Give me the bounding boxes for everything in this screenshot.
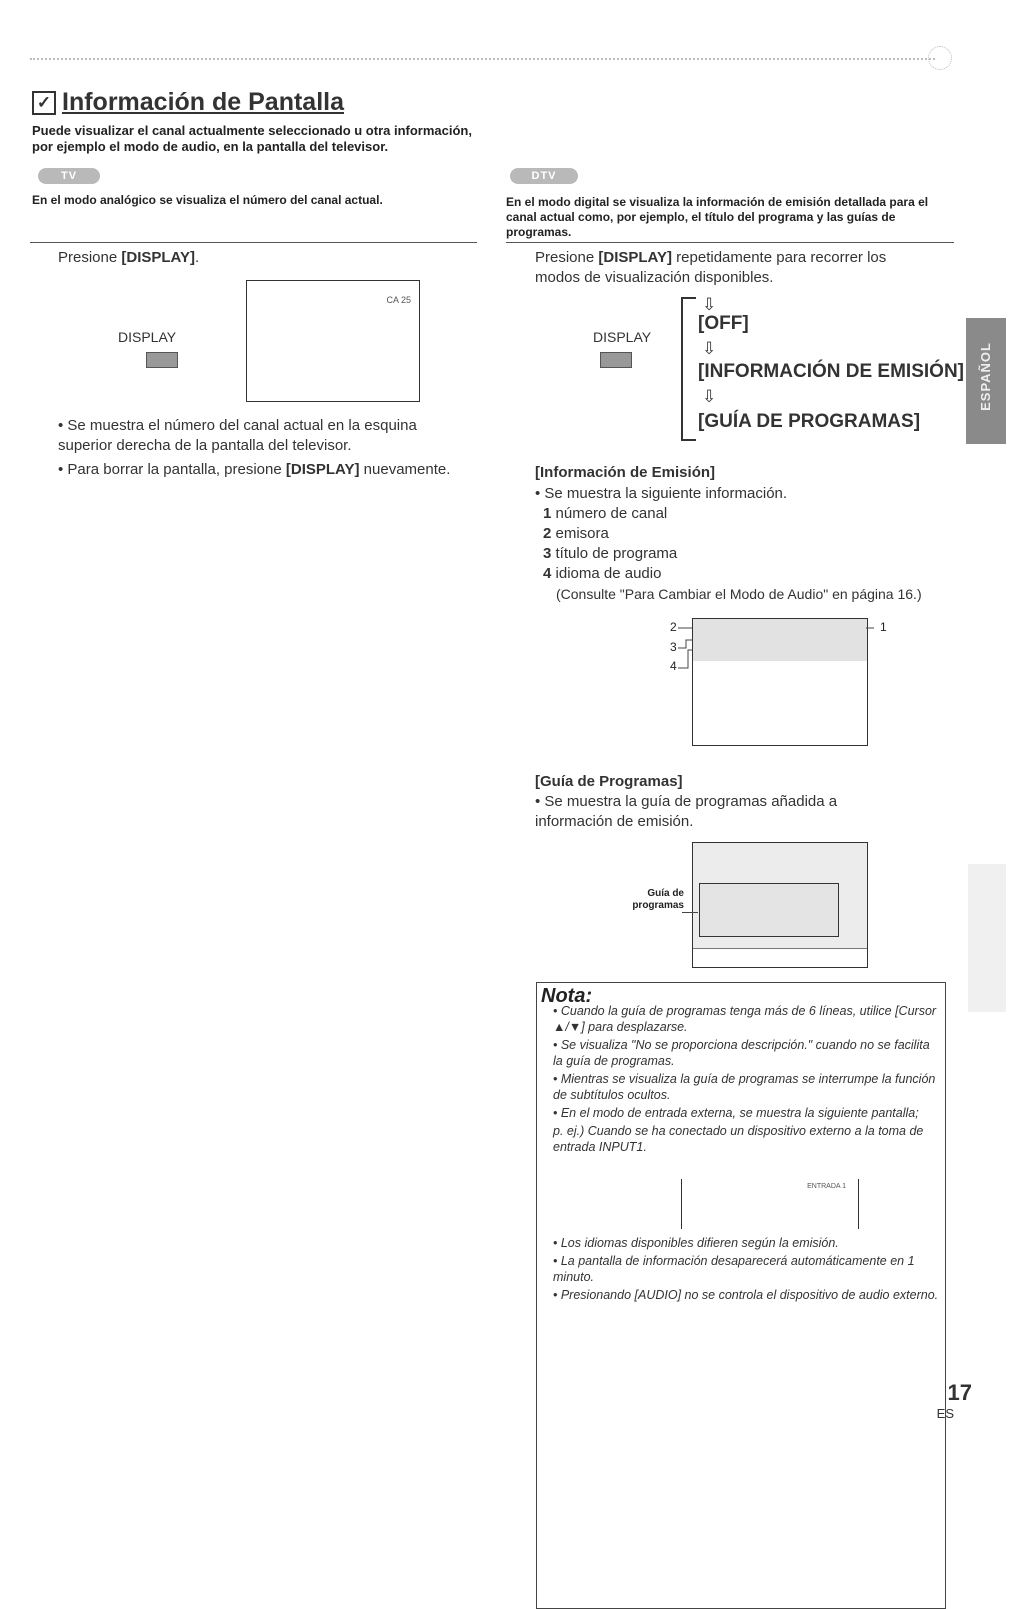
right-press-instruction: Presione [DISPLAY] repetidamente para recorrer los modos de visualización disponibles. <box>535 249 887 286</box>
nota-example: p. ej.) Cuando se ha conectado un dispositivo externo a la toma de entrada INPUT1. <box>553 1124 924 1154</box>
intro-text: Puede visualizar el canal actualmente seleccionado u otra información, por ejemplo el modo de audio, en la pantalla del televisor. <box>32 123 472 154</box>
mode-arrow-icon: ⇩ <box>702 387 717 406</box>
guide-screen-preview <box>692 842 868 968</box>
nota-item: • Los idiomas disponibles difieren según la emisión. <box>553 1236 839 1250</box>
display-label: DISPLAY <box>118 329 177 345</box>
page-number: 17 <box>947 1380 972 1405</box>
guide-heading: [Guía de Programas] <box>535 773 683 790</box>
info-item: 1 número de canal <box>543 505 668 522</box>
guide-label: Guía de programas <box>632 888 684 911</box>
callout-3: 3 <box>670 640 677 654</box>
mode-guide: [GUÍA DE PROGRAMAS] <box>698 411 921 432</box>
callout-leader-lines <box>678 622 878 672</box>
left-divider <box>30 242 477 243</box>
entrada-readout: ENTRADA 1 <box>807 1183 846 1190</box>
nota-title: Nota: <box>541 985 593 1007</box>
nota-item: • La pantalla de información desaparecerá automáticamente en 1 minuto. <box>553 1254 915 1284</box>
header-circle-ornament <box>928 46 952 70</box>
dtv-badge: DTV <box>510 168 578 184</box>
display-button[interactable] <box>146 352 178 368</box>
info-reference: (Consulte "Para Cambiar el Modo de Audio" en página 16.) <box>556 586 922 602</box>
language-tab-label: ESPAÑOL <box>978 342 993 411</box>
dtv-mode-text: En el modo digital se visualiza la información de emisión detallada para el canal actual como, por ejemplo, el título del programa y las guías de programas. <box>506 195 929 239</box>
callout-1: 1 <box>880 620 887 634</box>
nota-list <box>553 1003 939 1155</box>
channel-readout: CA 25 <box>386 295 411 305</box>
page-title <box>32 88 344 117</box>
info-item: 4 idioma de audio <box>543 565 662 582</box>
nota-list-2 <box>553 1235 939 1305</box>
guide-label-leader <box>682 912 698 913</box>
guide-box <box>699 883 839 937</box>
info-heading: [Información de Emisión] <box>535 464 716 481</box>
callout-2: 2 <box>670 620 677 634</box>
mode-off: [OFF] <box>698 313 749 334</box>
callout-4: 4 <box>670 659 677 673</box>
info-item: 3 título de programa <box>543 545 678 562</box>
mode-cycle-bracket <box>676 294 698 446</box>
info-item: 2 emisora <box>543 525 609 542</box>
title-text: Información de Pantalla <box>62 88 345 116</box>
nota-item: • En el modo de entrada externa, se muestra la siguiente pantalla; <box>553 1106 919 1120</box>
guide-bottom-bar <box>693 948 867 967</box>
mode-info: [INFORMACIÓN DE EMISIÓN] <box>698 361 964 382</box>
tv-badge: TV <box>38 168 100 184</box>
nota-item: • Cuando la guía de programas tenga más de 6 líneas, utilice [Cursor ▲/▼] para desplazarse. <box>553 1004 937 1034</box>
info-bullet: • Se muestra la siguiente información. <box>535 485 788 502</box>
guide-bullet: • Se muestra la guía de programas añadida a información de emisión. <box>535 793 838 830</box>
display-label-dtv: DISPLAY <box>593 329 652 345</box>
nota-item: • Mientras se visualiza la guía de programas se interrumpe la función de subtítulos ocultos. <box>553 1072 936 1102</box>
nota-box <box>536 982 946 1609</box>
mode-arrow-icon: ⇩ <box>702 339 717 358</box>
tv-mode-text: En el modo analógico se visualiza el número del canal actual. <box>32 193 383 207</box>
language-tab[interactable] <box>966 318 1006 444</box>
secondary-tab <box>968 864 1006 1012</box>
tv-screen-preview <box>246 280 420 402</box>
checkbox-icon: ✓ <box>32 91 56 115</box>
display-button-dtv[interactable] <box>600 352 632 368</box>
left-bullet-2: • Para borrar la pantalla, presione [DISPLAY] nuevamente. <box>58 461 451 478</box>
right-divider <box>506 242 954 243</box>
left-press-instruction: Presione [DISPLAY]. <box>58 249 200 266</box>
nota-item: • Presionando [AUDIO] no se controla el dispositivo de audio externo. <box>553 1288 939 1302</box>
nota-item: • Se visualiza "No se proporciona descripción." cuando no se facilita la guía de programas. <box>553 1038 930 1068</box>
header-dotted-rule <box>30 58 935 60</box>
page-language: ES <box>936 1406 954 1421</box>
mode-arrow-icon: ⇩ <box>702 295 717 314</box>
left-bullet-1: • Se muestra el número del canal actual en la esquina superior derecha de la pantalla del televisor. <box>58 417 417 454</box>
entrada-screen-preview <box>681 1179 859 1229</box>
